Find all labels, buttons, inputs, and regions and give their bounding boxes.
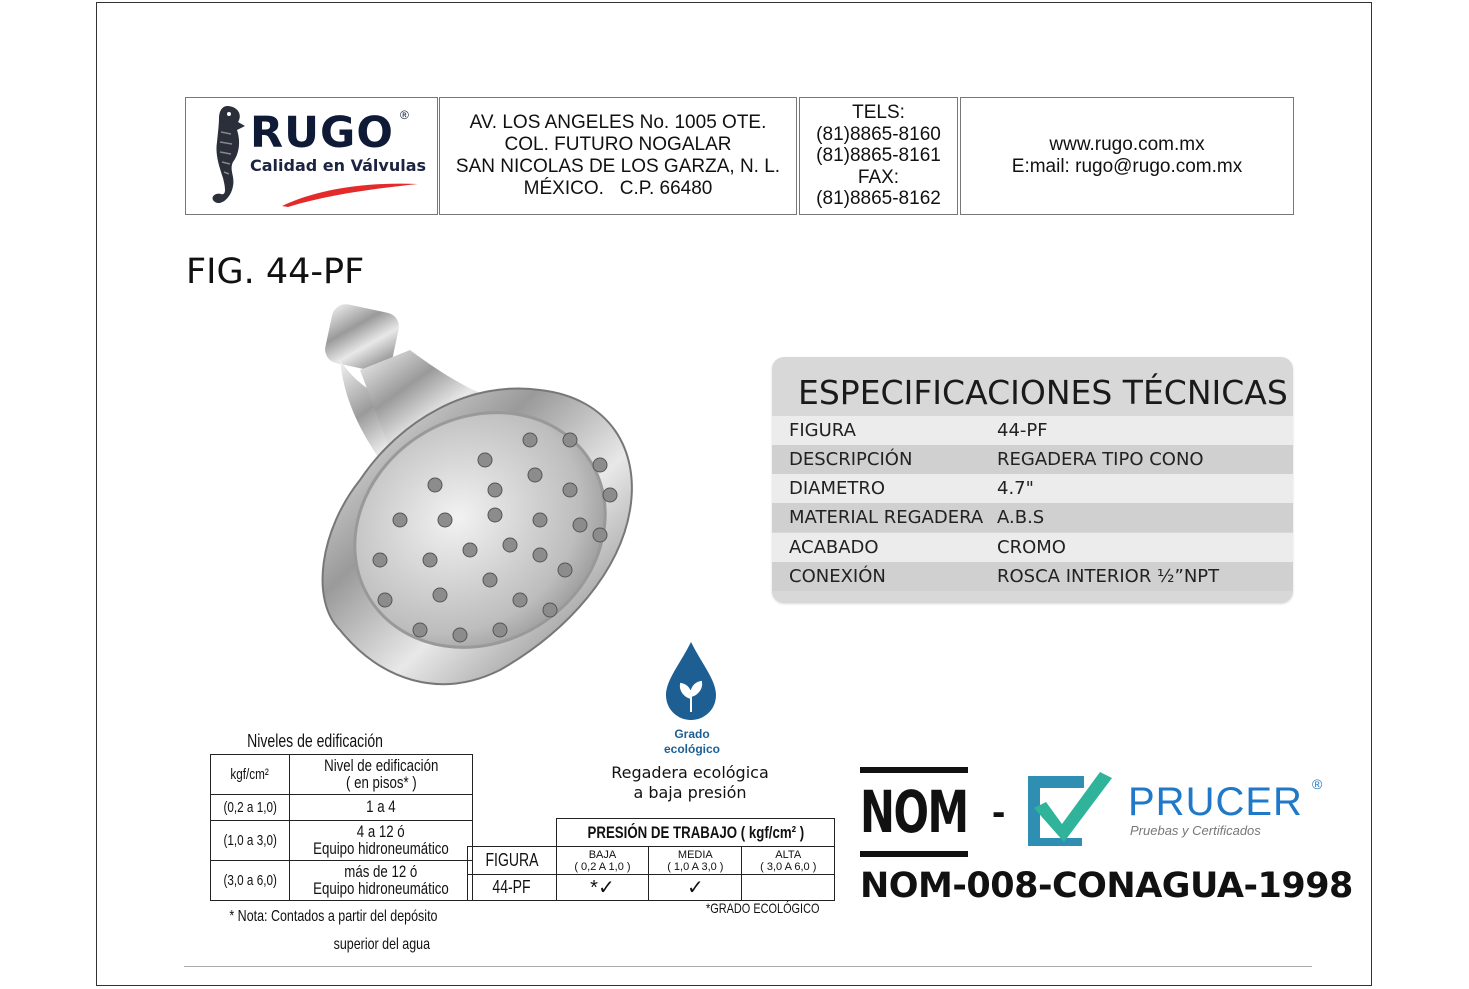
level-value-2: Equipo hidroneumático bbox=[313, 838, 449, 858]
level-range: (1,0 a 3,0) bbox=[223, 831, 277, 849]
levels-head-unit-text: kgf/cm² bbox=[230, 765, 270, 783]
checkmark-icon bbox=[1024, 768, 1114, 850]
pressure-row-fig-text: 44-PF bbox=[492, 877, 531, 897]
specs-panel bbox=[772, 357, 1293, 603]
tels-label: TELS: bbox=[852, 102, 905, 124]
levels-note-2 bbox=[320, 936, 430, 954]
levels-note-2-text: superior del agua bbox=[333, 936, 431, 953]
empty-cell bbox=[742, 875, 835, 901]
levels-head-level-1: Nivel de edificación bbox=[323, 755, 439, 775]
header-phones-cell bbox=[799, 97, 958, 215]
pressure-row-fig bbox=[468, 875, 557, 901]
level-value: 4 a 12 ó bbox=[356, 821, 405, 841]
website-link[interactable]: www.rugo.com.mx bbox=[1049, 134, 1205, 155]
pressure-col-name: MEDIA bbox=[677, 848, 713, 861]
table-row bbox=[211, 821, 473, 861]
levels-head-unit bbox=[211, 755, 290, 795]
prucer-logo-text: PRUCER bbox=[1128, 780, 1303, 824]
table-row bbox=[468, 875, 835, 901]
eco-badge-line-1: Grado bbox=[674, 727, 710, 741]
pressure-col-alta bbox=[742, 847, 835, 875]
tel-1: (81)8865-8160 bbox=[816, 123, 941, 145]
address-line-3: SAN NICOLAS DE LOS GARZA, N. L. bbox=[455, 156, 781, 177]
pressure-col-range: ( 1,0 A 3,0 ) bbox=[667, 860, 724, 873]
logo-tagline: Calidad en Válvulas bbox=[250, 156, 427, 175]
check-icon: *✓ bbox=[556, 875, 649, 901]
prucer-tagline: Pruebas y Certificados bbox=[1130, 823, 1261, 838]
check-icon: ✓ bbox=[649, 875, 742, 901]
pressure-fig-header-text: FIGURA bbox=[485, 850, 539, 870]
pressure-footnote bbox=[690, 900, 820, 916]
pressure-col-range: ( 3,0 A 6,0 ) bbox=[760, 860, 817, 873]
pressure-col-name: ALTA bbox=[775, 848, 802, 861]
levels-head-level bbox=[290, 755, 473, 795]
spec-value: A.B.S bbox=[997, 507, 1045, 528]
spec-value: 4.7" bbox=[997, 478, 1034, 499]
nom-logo bbox=[860, 767, 968, 857]
norm-code: NOM-008-CONAGUA-1998 bbox=[860, 866, 1353, 906]
pressure-fig-header bbox=[468, 847, 557, 875]
bottom-divider bbox=[184, 966, 1312, 967]
table-row bbox=[211, 795, 473, 821]
spec-row bbox=[772, 474, 1293, 503]
pressure-title-text: PRESIÓN DE TRABAJO ( kgf/cm² ) bbox=[587, 822, 804, 842]
levels-note-1 bbox=[200, 908, 456, 926]
pressure-col-range: ( 0,2 A 1,0 ) bbox=[574, 860, 631, 873]
levels-head-level-2: ( en pisos* ) bbox=[345, 772, 417, 792]
address-line-1: AV. LOS ANGELES No. 1005 OTE. bbox=[469, 112, 767, 133]
levels-title bbox=[210, 731, 420, 752]
header-web-cell bbox=[960, 97, 1294, 215]
pressure-footnote-text: *GRADO ECOLÓGICO bbox=[706, 900, 820, 916]
spec-key: FIGURA bbox=[789, 420, 856, 441]
address-line-4: MÉXICO. C.P. 66480 bbox=[523, 178, 713, 199]
spec-key: DIAMETRO bbox=[789, 478, 886, 499]
pressure-col-baja bbox=[556, 847, 649, 875]
fax-label: FAX: bbox=[857, 166, 900, 188]
table-row bbox=[211, 861, 473, 901]
spec-value: ROSCA INTERIOR ½”NPT bbox=[997, 566, 1220, 587]
pressure-table bbox=[467, 818, 835, 901]
level-range: (3,0 a 6,0) bbox=[223, 871, 277, 889]
prucer-registered: ® bbox=[1312, 776, 1323, 792]
figure-title: FIG. 44-PF bbox=[186, 252, 365, 292]
pressure-title bbox=[556, 819, 835, 847]
spec-row bbox=[772, 416, 1293, 445]
fax-number: (81)8865-8162 bbox=[816, 188, 941, 210]
spec-key: DESCRIPCIÓN bbox=[789, 449, 913, 470]
pressure-col-media bbox=[649, 847, 742, 875]
eco-badge-line-2: ecológico bbox=[663, 742, 720, 756]
logo-wordmark: RUGO bbox=[250, 108, 394, 158]
levels-title-text: Niveles de edificación bbox=[247, 731, 383, 751]
spec-key: ACABADO bbox=[789, 537, 879, 558]
nom-logo-text: NOM bbox=[860, 778, 968, 846]
header-address-cell bbox=[439, 97, 797, 215]
shower-head-image bbox=[300, 300, 680, 700]
specs-title: ESPECIFICACIONES TÉCNICAS bbox=[798, 373, 1288, 412]
level-value-2: Equipo hidroneumático bbox=[313, 878, 449, 898]
level-value: 1 a 4 bbox=[366, 797, 396, 816]
eco-caption-line-1: Regadera ecológica bbox=[611, 763, 769, 782]
spec-key: CONEXIÓN bbox=[789, 566, 886, 587]
eco-caption-line-2: a baja presión bbox=[633, 783, 747, 802]
pressure-col-name: BAJA bbox=[588, 848, 617, 861]
spec-row bbox=[772, 562, 1293, 591]
levels-table bbox=[210, 754, 473, 901]
email-link[interactable]: E:mail: rugo@rugo.com.mx bbox=[1011, 156, 1243, 177]
spec-row bbox=[772, 533, 1293, 562]
seahorse-icon bbox=[205, 102, 247, 212]
logo-registered: ® bbox=[400, 108, 409, 122]
levels-note-1-text: * Nota: Contados a partir del depósito bbox=[229, 908, 438, 925]
spec-value: REGADERA TIPO CONO bbox=[997, 449, 1204, 470]
spec-value: 44-PF bbox=[997, 420, 1048, 441]
logo-swoosh-icon bbox=[280, 180, 420, 208]
tel-2: (81)8865-8161 bbox=[816, 145, 941, 167]
spec-row bbox=[772, 445, 1293, 474]
level-value: más de 12 ó bbox=[344, 861, 418, 881]
spec-value: CROMO bbox=[997, 537, 1066, 558]
address-line-2: COL. FUTURO NOGALAR bbox=[504, 134, 732, 155]
water-drop-leaf-icon bbox=[664, 640, 718, 722]
spec-row bbox=[772, 503, 1293, 532]
level-range: (0,2 a 1,0) bbox=[223, 798, 277, 816]
cert-dash: - bbox=[992, 790, 1006, 834]
spec-key: MATERIAL REGADERA bbox=[789, 507, 984, 528]
